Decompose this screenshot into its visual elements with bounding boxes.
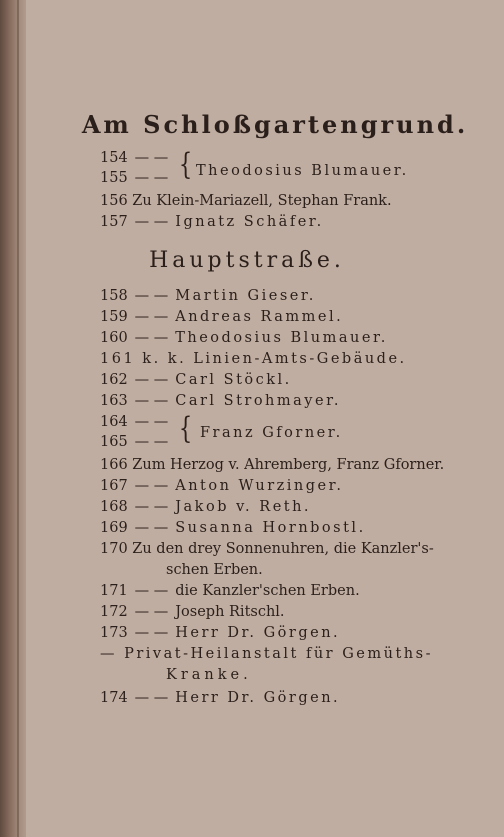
entry-161: 161 k. k. Linien-Amts-Gebäude. — [100, 351, 407, 367]
entry-169: 169 — — Susanna Hornbostl. — [100, 520, 366, 536]
entry-155: 155 — — — [100, 170, 169, 186]
entry-172: 172 — — Joseph Ritschl. — [100, 604, 285, 620]
entry-154: 154 — — — [100, 150, 169, 166]
entry-173: 173 — — Herr Dr. Görgen. — [100, 625, 341, 641]
book-gutter — [0, 0, 26, 837]
entry-164-165-name: Franz Gforner. — [200, 425, 343, 441]
entry-163: 163 — — Carl Strohmayer. — [100, 393, 342, 409]
entry-159: 159 — — Andreas Rammel. — [100, 309, 344, 325]
entry-170-continuation: schen Erben. — [166, 562, 263, 578]
entry-158: 158 — — Martin Gieser. — [100, 288, 316, 304]
entry-154-155-name: Theodosius Blumauer. — [196, 163, 409, 179]
entry-173-institution-continuation: Kranke. — [166, 667, 252, 683]
entry-165: 165 — — — [100, 434, 169, 450]
entry-160: 160 — — Theodosius Blumauer. — [100, 330, 388, 346]
gutter-line — [17, 0, 19, 837]
entry-166: 166 Zum Herzog v. Ahremberg, Franz Gforner. — [100, 457, 445, 473]
entry-162: 162 — — Carl Stöckl. — [100, 372, 292, 388]
book-page — [26, 0, 504, 837]
brace-154-155: { — [178, 147, 193, 182]
entry-156: 156 Zu Klein-Mariazell, Stephan Frank. — [100, 193, 392, 209]
brace-164-165: { — [178, 411, 193, 446]
entry-167: 167 — — Anton Wurzinger. — [100, 478, 344, 494]
entry-171: 171 — — die Kanzler'schen Erben. — [100, 583, 360, 599]
entry-174: 174 — — Herr Dr. Görgen. — [100, 690, 341, 706]
entry-157: 157 — — Ignatz Schäfer. — [100, 214, 324, 230]
section-heading-schlossgartengrund: Am Schloßgartengrund. — [81, 110, 469, 139]
entry-164: 164 — — — [100, 414, 169, 430]
section-heading-hauptstrasse: Hauptstraße. — [149, 248, 345, 273]
entry-168: 168 — — Jakob v. Reth. — [100, 499, 312, 515]
entry-170: 170 Zu den drey Sonnenuhren, die Kanzler's- — [100, 541, 434, 557]
entry-173-institution: — Privat-Heilanstalt für Gemüths- — [100, 646, 433, 662]
